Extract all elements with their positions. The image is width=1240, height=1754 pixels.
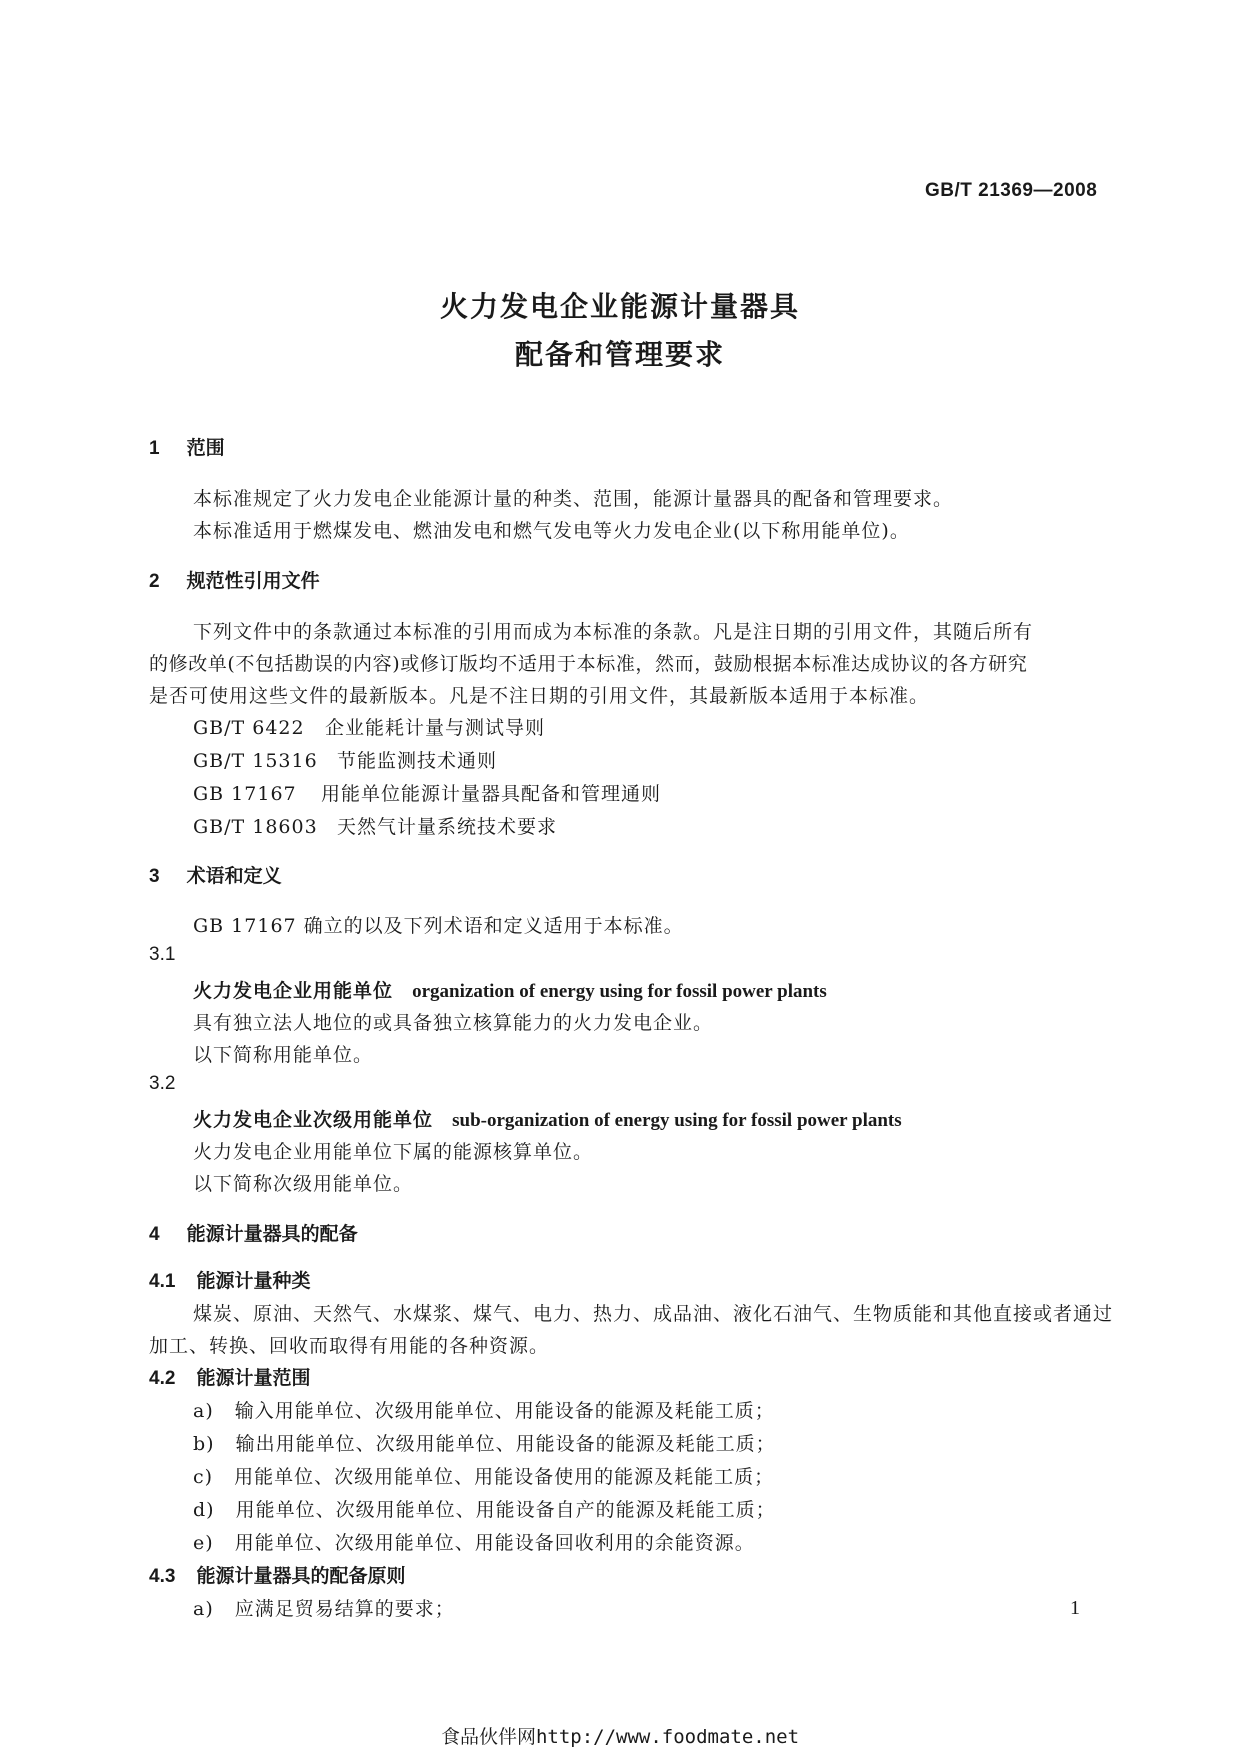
list-label: d) — [193, 1499, 215, 1521]
term-number: 3.1 — [149, 944, 176, 965]
paragraph-line: 是否可使用这些文件的最新版本。凡是不注日期的引用文件，其最新版本适用于本标准。 — [149, 685, 930, 707]
footer-site-name: 食品伙伴网 — [440, 1726, 536, 1748]
reference-code: GB/T 6422 — [193, 717, 305, 739]
list-item — [193, 1594, 455, 1621]
list-label: a) — [193, 1400, 214, 1422]
reference-code: GB/T 15316 — [193, 750, 318, 772]
term-heading — [193, 1105, 902, 1132]
term-zh: 火力发电企业用能单位 — [193, 980, 394, 1002]
reference-title: 用能单位能源计量器具配备和管理通则 — [321, 783, 662, 805]
reference-title: 企业能耗计量与测试导则 — [325, 717, 546, 739]
page-number: 1 — [1070, 1597, 1080, 1619]
paragraph-line: 加工、转换、回收而取得有用能的各种资源。 — [149, 1335, 550, 1357]
paragraph: GB 17167 确立的以及下列术语和定义适用于本标准。 — [193, 915, 684, 937]
reference-title: 节能监测技术通则 — [337, 750, 498, 772]
section-3-heading — [149, 861, 282, 888]
term-en: sub-organization of energy using for fossil power plants — [452, 1110, 902, 1131]
list-text: 输出用能单位、次级用能单位、用能设备的能源及耗能工质； — [235, 1433, 776, 1455]
normative-reference — [193, 779, 661, 806]
list-label: b) — [193, 1433, 215, 1455]
list-item — [193, 1396, 775, 1423]
standard-number: GB/T 21369—2008 — [925, 180, 1098, 201]
list-item — [193, 1429, 776, 1456]
paragraph-line: 下列文件中的条款通过本标准的引用而成为本标准的条款。凡是注日期的引用文件，其随后所有 — [193, 621, 1034, 643]
subsection-title: 能源计量种类 — [196, 1270, 311, 1292]
section-number: 3 — [149, 866, 160, 887]
reference-code: GB/T 18603 — [193, 816, 318, 838]
reference-code: GB 17167 — [193, 783, 297, 805]
section-title: 能源计量器具的配备 — [186, 1223, 358, 1245]
list-label: e) — [193, 1532, 214, 1554]
subsection-4-3-heading — [149, 1561, 406, 1588]
term-number: 3.2 — [149, 1073, 176, 1094]
list-item — [193, 1495, 776, 1522]
list-label: a) — [193, 1598, 214, 1620]
section-2-heading — [149, 566, 320, 593]
section-number: 1 — [149, 438, 160, 459]
paragraph-line: 的修改单(不包括勘误的内容)或修订版均不适用于本标准，然而，鼓励根据本标准达成协议的各方研究 — [149, 653, 1028, 675]
section-title: 规范性引用文件 — [186, 570, 320, 592]
term-note: 以下简称次级用能单位。 — [193, 1173, 414, 1195]
list-label: c) — [193, 1466, 214, 1488]
term-en: organization of energy using for fossil power plants — [412, 981, 827, 1002]
reference-title: 天然气计量系统技术要求 — [337, 816, 558, 838]
paragraph: 本标准规定了火力发电企业能源计量的种类、范围，能源计量器具的配备和管理要求。 — [193, 488, 954, 510]
term-zh: 火力发电企业次级用能单位 — [193, 1109, 434, 1131]
list-item — [193, 1528, 755, 1555]
section-number: 4 — [149, 1224, 160, 1245]
term-definition: 火力发电企业用能单位下属的能源核算单位。 — [193, 1141, 594, 1163]
subsection-4-1-heading — [149, 1266, 311, 1293]
subsection-number: 4.2 — [149, 1368, 176, 1389]
section-title: 范围 — [186, 437, 225, 459]
document-title-line-1: 火力发电企业能源计量器具 — [439, 290, 800, 323]
section-4-heading — [149, 1219, 358, 1246]
subsection-number: 4.3 — [149, 1566, 176, 1587]
subsection-title: 能源计量范围 — [196, 1367, 311, 1389]
paragraph: 本标准适用于燃煤发电、燃油发电和燃气发电等火力发电企业(以下称用能单位)。 — [193, 520, 910, 542]
list-text: 用能单位、次级用能单位、用能设备回收利用的余能资源。 — [234, 1532, 755, 1554]
list-text: 输入用能单位、次级用能单位、用能设备的能源及耗能工质； — [234, 1400, 775, 1422]
subsection-title: 能源计量器具的配备原则 — [196, 1565, 406, 1587]
section-number: 2 — [149, 571, 160, 592]
footer-source — [0, 1722, 1240, 1749]
subsection-4-2-heading — [149, 1363, 311, 1390]
paragraph-line: 煤炭、原油、天然气、水煤浆、煤气、电力、热力、成品油、液化石油气、生物质能和其他直接或者通过 — [193, 1303, 1114, 1325]
section-1-heading — [149, 433, 225, 460]
list-item — [193, 1462, 774, 1489]
term-heading — [193, 976, 827, 1003]
section-title: 术语和定义 — [186, 865, 282, 887]
list-text: 应满足贸易结算的要求； — [234, 1598, 455, 1620]
term-note: 以下简称用能单位。 — [193, 1044, 374, 1066]
list-text: 用能单位、次级用能单位、用能设备自产的能源及耗能工质； — [235, 1499, 776, 1521]
normative-reference — [193, 746, 497, 773]
footer-url-link[interactable]: http://www.foodmate.net — [535, 1726, 800, 1748]
list-text: 用能单位、次级用能单位、用能设备使用的能源及耗能工质； — [234, 1466, 775, 1488]
subsection-number: 4.1 — [149, 1271, 176, 1292]
term-definition: 具有独立法人地位的或具备独立核算能力的火力发电企业。 — [193, 1012, 714, 1034]
document-title-line-2: 配备和管理要求 — [514, 338, 725, 371]
normative-reference — [193, 713, 545, 740]
normative-reference — [193, 812, 557, 839]
